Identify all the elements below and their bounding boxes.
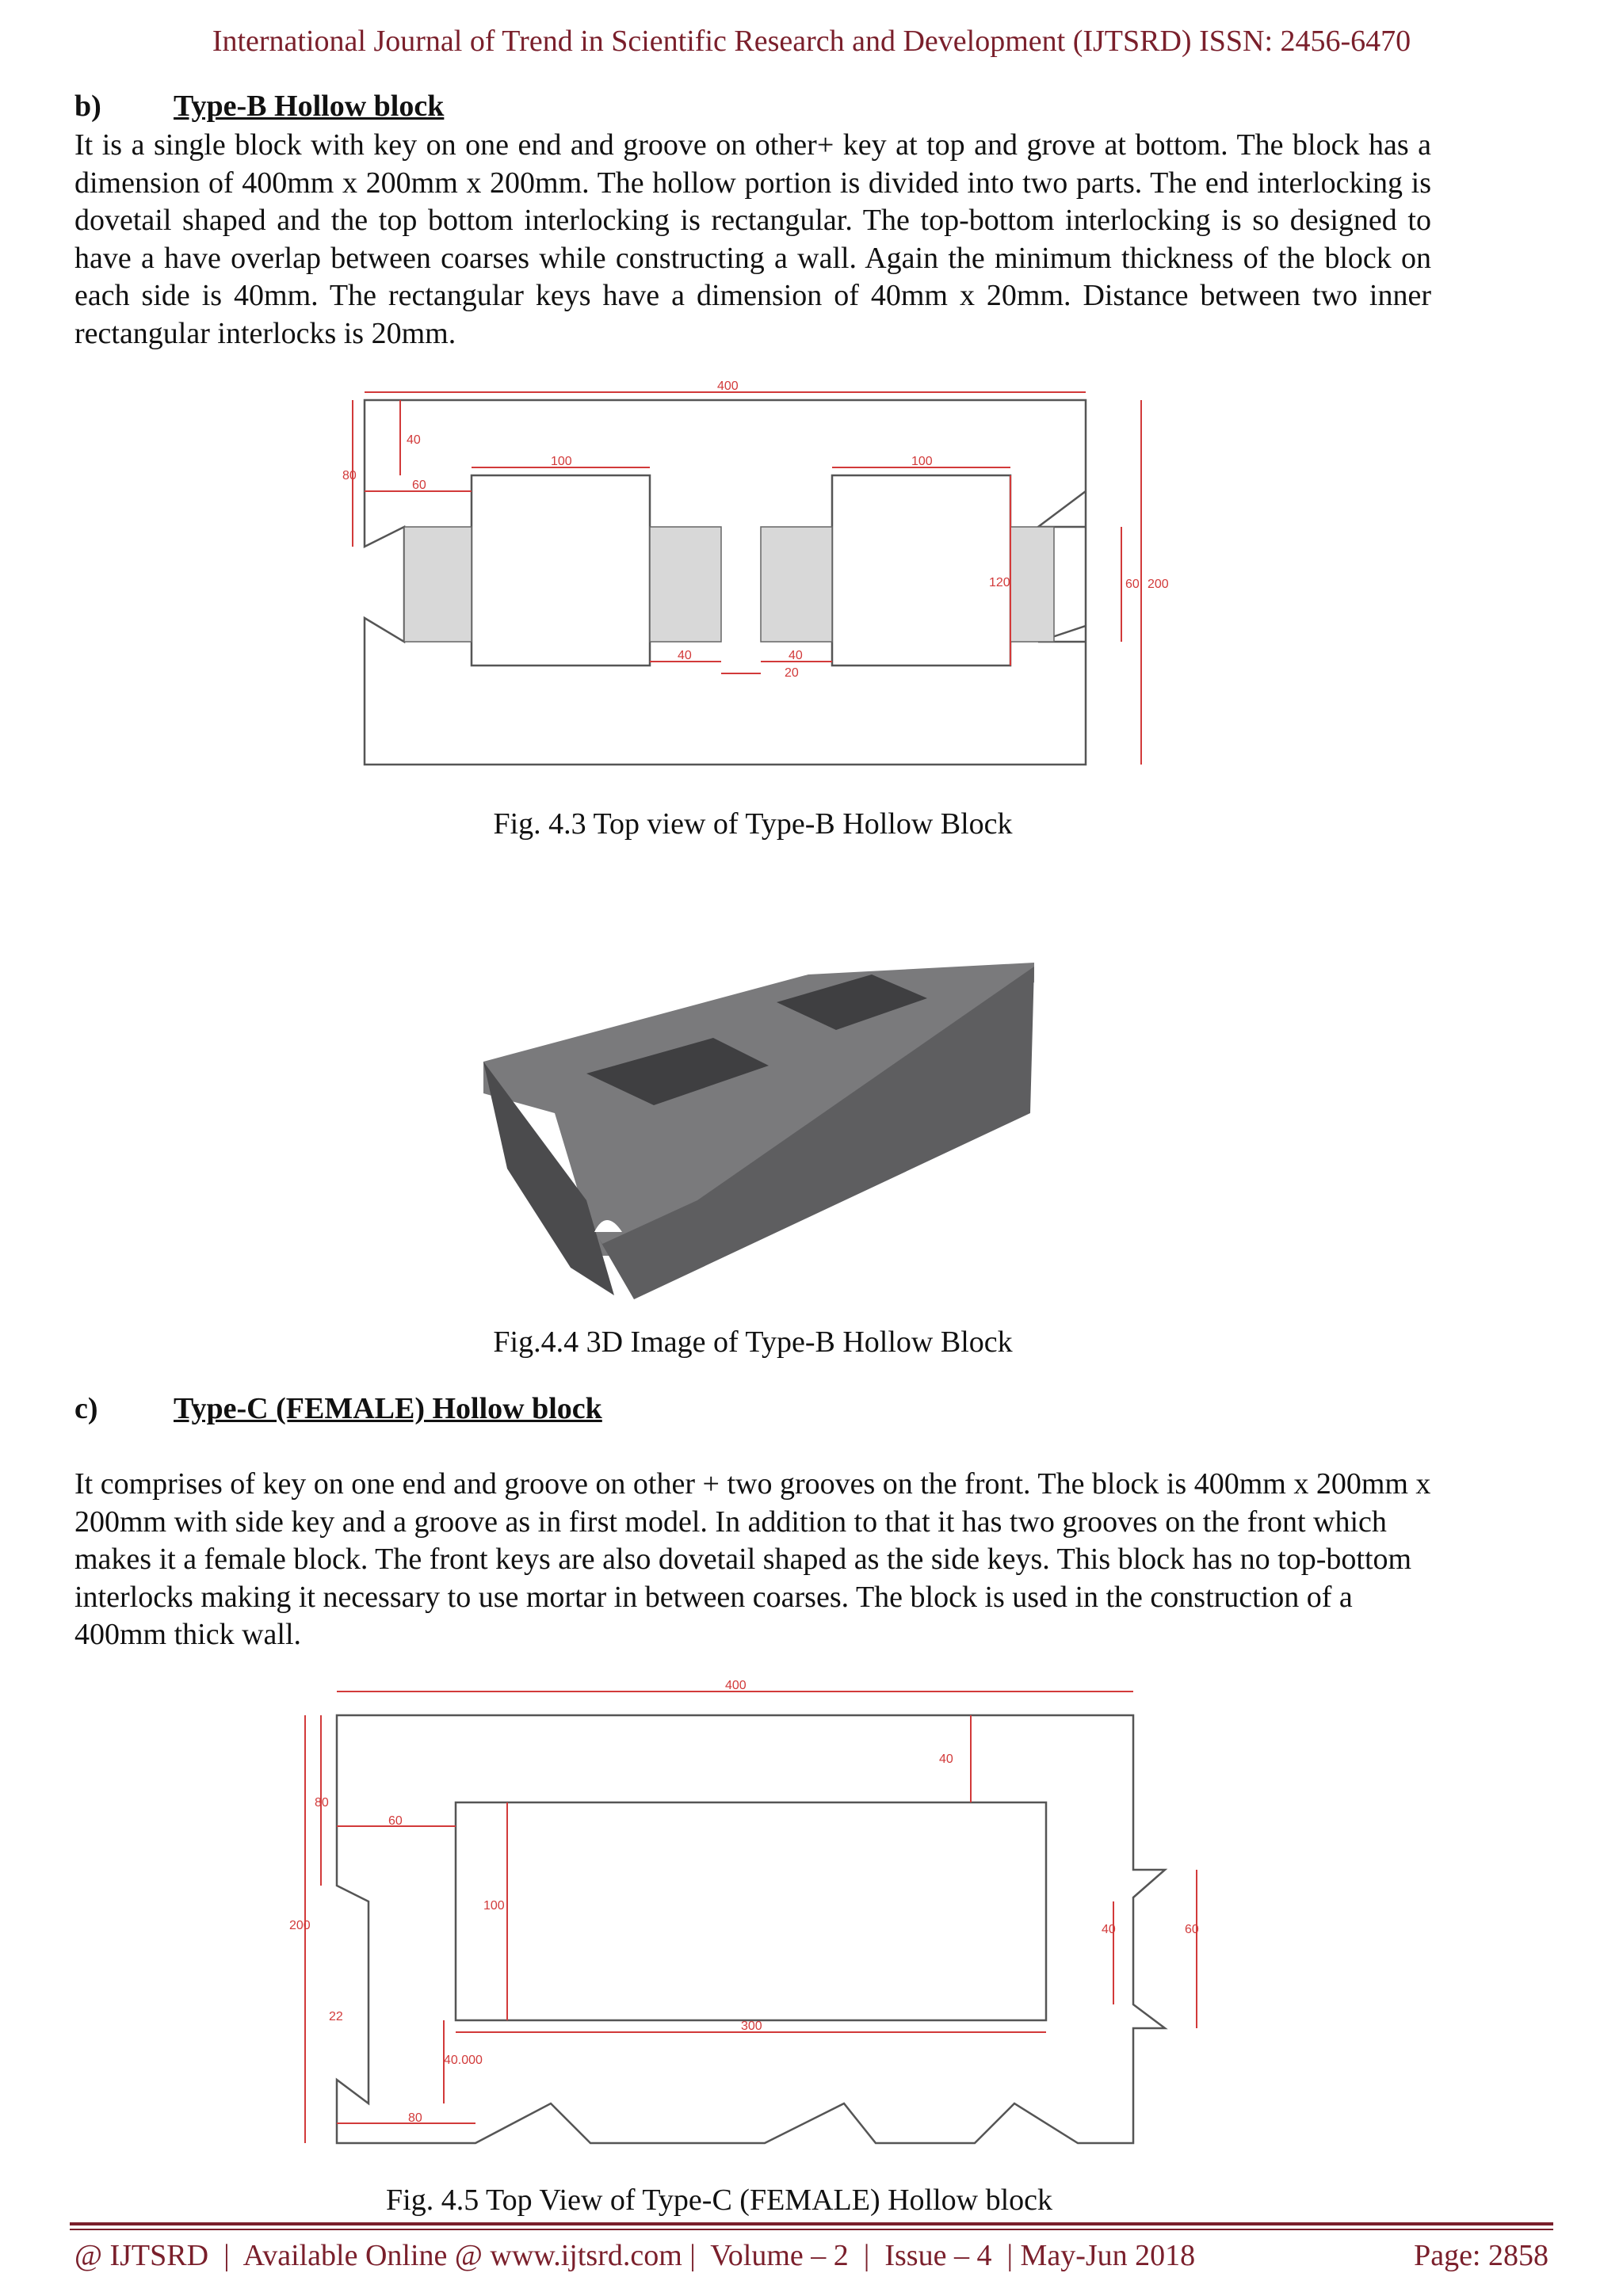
page-footer xyxy=(74,2238,1549,2273)
figure-4-5-top-view xyxy=(285,1672,1244,2147)
dim-key-width: 40 xyxy=(678,649,692,662)
section-letter: b) xyxy=(74,90,101,123)
figure-4-4-3d-image xyxy=(475,883,1046,1303)
dim-cell-left: 100 xyxy=(551,455,572,468)
section-heading-c xyxy=(74,1391,602,1426)
footer-rule xyxy=(70,2222,1553,2225)
dim-overall-width: 200 xyxy=(289,1919,311,1932)
section-c-paragraph: It comprises of key on one end and groove on other + two grooves on the front. The block is 400mm x 200mm x 200mm with side key and a groove as in first model. In addition to that it has two grooves on the front which makes it a female block. The front keys are also dovetail shaped as the side keys. This block has no top-bottom interlocks making it necessary to use mortar in between coarses. The block is used in the construction of a 400mm thick wall. xyxy=(74,1467,1431,1651)
dim-gap-small: 20 xyxy=(785,666,799,680)
figure-4-3-top-view xyxy=(341,380,1181,776)
footer-text: @ IJTSRD | Available Online @ www.ijtsrd.com | Volume – 2 | Issue – 4 | May-Jun 2018 xyxy=(74,2239,1196,2272)
dim-overall-length: 400 xyxy=(717,380,739,393)
dim-gap: 40 xyxy=(789,649,803,662)
dim-left-wall: 60 xyxy=(412,479,426,492)
dim-key-offset: 80 xyxy=(342,469,357,482)
section-title: Type-C (FEMALE) Hollow block xyxy=(174,1392,602,1425)
dim-cell-length: 300 xyxy=(741,2019,762,2033)
figure-4-3-caption: Fig. 4.3 Top view of Type-B Hollow Block xyxy=(493,807,1013,841)
section-letter: c) xyxy=(74,1392,98,1425)
dim-angle: 22 xyxy=(329,2010,343,2023)
dim-groove-offset: 80 xyxy=(408,2111,422,2125)
dim-cell-depth: 120 xyxy=(989,576,1010,589)
journal-header: International Journal of Trend in Scientific Research and Development (IJTSRD) ISSN: 2456-6470 xyxy=(212,25,1411,58)
dimension-labels xyxy=(289,1679,1199,2125)
dim-top-wall: 40 xyxy=(939,1753,953,1766)
dim-overall-width: 200 xyxy=(1148,578,1169,591)
dim-cell-depth: 100 xyxy=(483,1899,505,1913)
block-outline xyxy=(365,400,1086,765)
dim-end-key: 60 xyxy=(1125,578,1140,591)
footer-rule-thin xyxy=(70,2229,1553,2230)
section-title: Type-B Hollow block xyxy=(174,90,445,123)
dim-key-depth: 40 xyxy=(1102,1923,1116,1936)
dim-left-wall: 60 xyxy=(388,1814,403,1828)
page-number: Page: 2858 xyxy=(1414,2239,1549,2272)
dim-key-offset: 80 xyxy=(315,1796,329,1810)
dim-overall-length: 400 xyxy=(725,1679,747,1692)
dim-bottom-wall: 40.000 xyxy=(444,2054,483,2067)
figure-4-4-caption: Fig.4.4 3D Image of Type-B Hollow Block xyxy=(493,1325,1013,1359)
dimension-lines xyxy=(305,1691,1197,2143)
dim-cell-right: 100 xyxy=(911,455,933,468)
section-heading-b xyxy=(74,89,444,124)
section-b-paragraph: It is a single block with key on one end and groove on other+ key at top and grove at bottom. The block has a dimension of 400mm x 200mm x 200mm. The hollow portion is divided into two parts. The end interlocking is dovetail shaped and the top bottom interlocking is rectangular. The top-bottom interlocking is so designed to have a have overlap between coarses while constructing a wall. Again the minimum thickness of the block on each side is 40mm. The rectangular keys have a dimension of 40mm x 20mm. Distance between two inner rectangular interlocks is 20mm. xyxy=(74,128,1431,350)
dim-top-wall: 40 xyxy=(407,433,421,447)
figure-4-5-caption: Fig. 4.5 Top View of Type-C (FEMALE) Hollow block xyxy=(386,2183,1053,2217)
dim-key-width: 60 xyxy=(1185,1923,1199,1936)
interlock-keys xyxy=(404,527,1054,642)
block-outline xyxy=(337,1715,1165,2143)
